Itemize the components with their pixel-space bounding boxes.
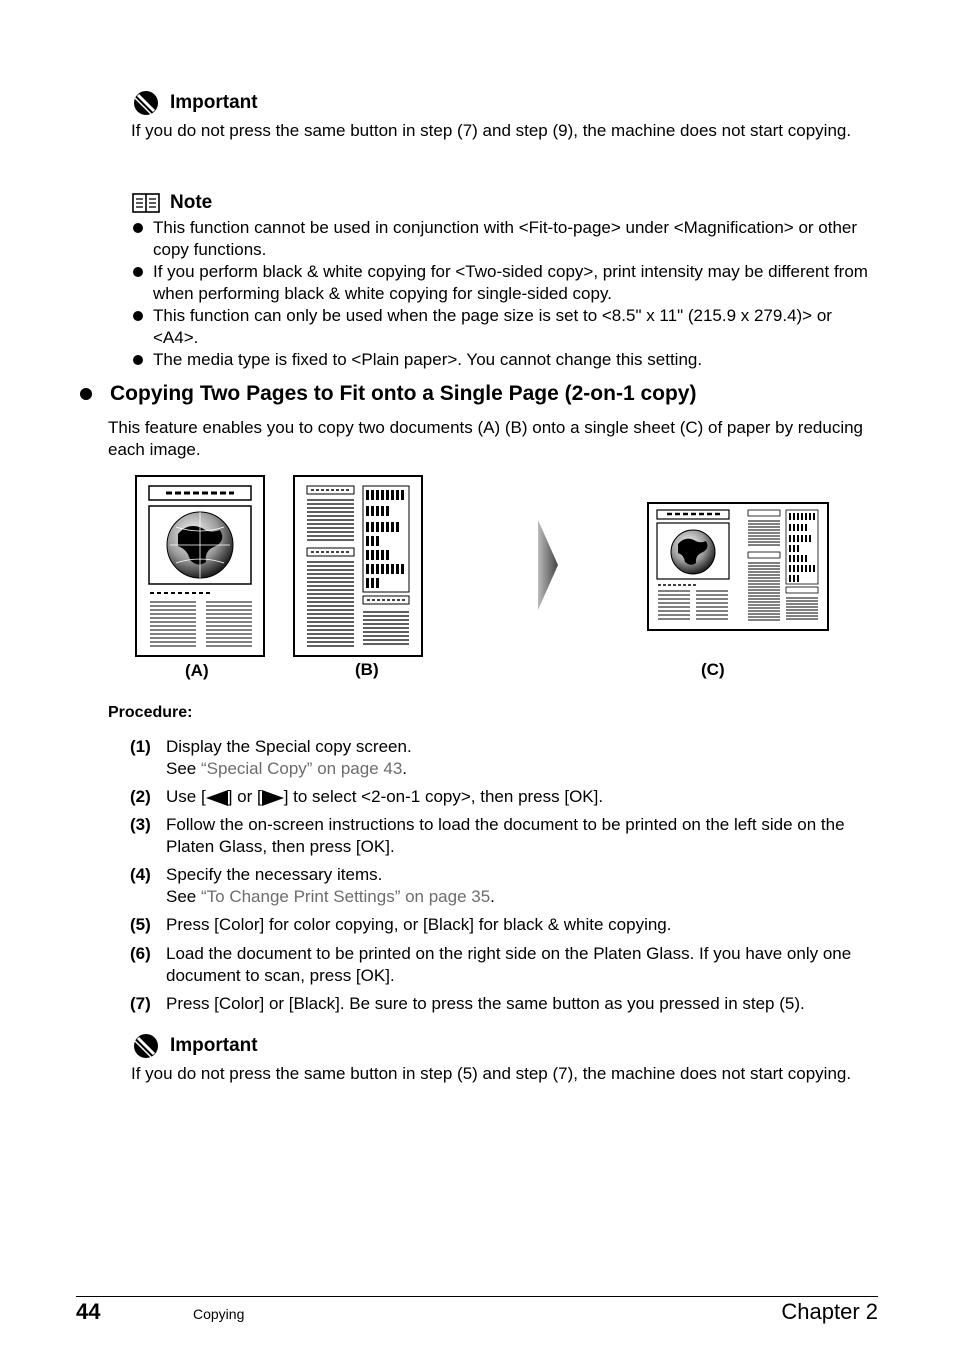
bullet-icon (133, 311, 143, 321)
section-heading (80, 383, 696, 405)
important-heading (132, 1033, 258, 1059)
step-number: (4) (130, 865, 151, 884)
step-text: Press [Color] for color copying, or [Black] for black & white copying. (166, 915, 672, 934)
step-number: (1) (130, 737, 151, 756)
procedure-label: Procedure: (108, 704, 193, 721)
page-number: 44 (76, 1299, 101, 1324)
step-number: (3) (130, 815, 151, 834)
step-text: ] or [ (227, 787, 262, 806)
important-heading (132, 90, 258, 116)
step-2 (130, 786, 880, 808)
important-title: Important (170, 1035, 258, 1056)
important-text: If you do not press the same button in step (7) and step (9), the machine does not start copying. (131, 121, 852, 140)
important-icon (132, 90, 160, 116)
list-item: This function can only be used when the page size is set to <8.5" x 11" (215.9 x 279.4)> or <A4>. (131, 305, 879, 349)
step-1 (130, 736, 880, 780)
step-text: Use [ (166, 787, 206, 806)
see-label: See (166, 887, 201, 906)
bullet-icon (133, 267, 143, 277)
document-b (294, 476, 422, 656)
bullet-icon (80, 388, 92, 400)
step-6 (130, 943, 880, 987)
document-a (136, 476, 264, 656)
footer-section: Copying (193, 1306, 245, 1322)
step-text: ] to select <2-on-1 copy>, then press [OK]. (283, 787, 604, 806)
bullet-icon (133, 223, 143, 233)
step-text: Specify the necessary items. (166, 865, 383, 884)
print-settings-link[interactable]: “To Change Print Settings” on page 35 (200, 887, 491, 906)
caption-a: (A) (185, 661, 209, 680)
list-item: If you perform black & white copying for <Two-sided copy>, print intensity may be different from when performing black & white copying for single-sided copy. (131, 261, 879, 305)
left-arrow-button-icon (206, 790, 228, 806)
caption-c: (C) (701, 660, 725, 679)
period: . (490, 887, 495, 906)
note-title: Note (170, 192, 213, 213)
step-number: (7) (130, 994, 151, 1013)
step-text: Press [Color] or [Black]. Be sure to press the same button as you pressed in step (5). (166, 994, 805, 1013)
step-text: Follow the on-screen instructions to load the document to be printed on the left side on the Platen Glass, then press [OK]. (166, 815, 845, 856)
step-number: (6) (130, 944, 151, 963)
important-title: Important (170, 92, 258, 113)
step-number: (5) (130, 915, 151, 934)
section-title: Copying Two Pages to Fit onto a Single Page (2-on-1 copy) (110, 382, 697, 405)
note-heading (132, 192, 212, 214)
step-text: Display the Special copy screen. (166, 737, 412, 756)
list-item: This function cannot be used in conjunction with <Fit-to-page> under <Magnification> or other copy functions. (131, 217, 879, 261)
bullet-icon (133, 355, 143, 365)
arrow-right-icon (538, 520, 558, 610)
note-list (131, 217, 879, 371)
important-text: If you do not press the same button in step (5) and step (7), the machine does not start copying. (131, 1064, 852, 1083)
footer-divider (76, 1296, 878, 1297)
section-intro: This feature enables you to copy two documents (A) (B) onto a single sheet (C) of paper by reducing each image. (108, 418, 864, 459)
see-label: See (166, 759, 201, 778)
step-number: (2) (130, 787, 151, 806)
step-7 (130, 993, 880, 1015)
period: . (402, 759, 408, 778)
note-book-icon (132, 192, 160, 214)
step-4 (130, 864, 880, 908)
caption-b: (B) (355, 660, 379, 679)
document-c (648, 503, 828, 630)
right-arrow-button-icon (262, 790, 284, 806)
special-copy-link[interactable]: “Special Copy” on page 43 (200, 759, 403, 778)
footer-chapter: Chapter 2 (781, 1299, 878, 1324)
step-3 (130, 814, 880, 858)
two-on-one-illustration (130, 472, 840, 662)
list-item: The media type is fixed to <Plain paper>. You cannot change this setting. (131, 349, 879, 371)
important-icon (132, 1033, 160, 1059)
step-5 (130, 914, 880, 936)
step-text: Load the document to be printed on the right side on the Platen Glass. If you have only one document to scan, press [OK]. (166, 944, 852, 985)
